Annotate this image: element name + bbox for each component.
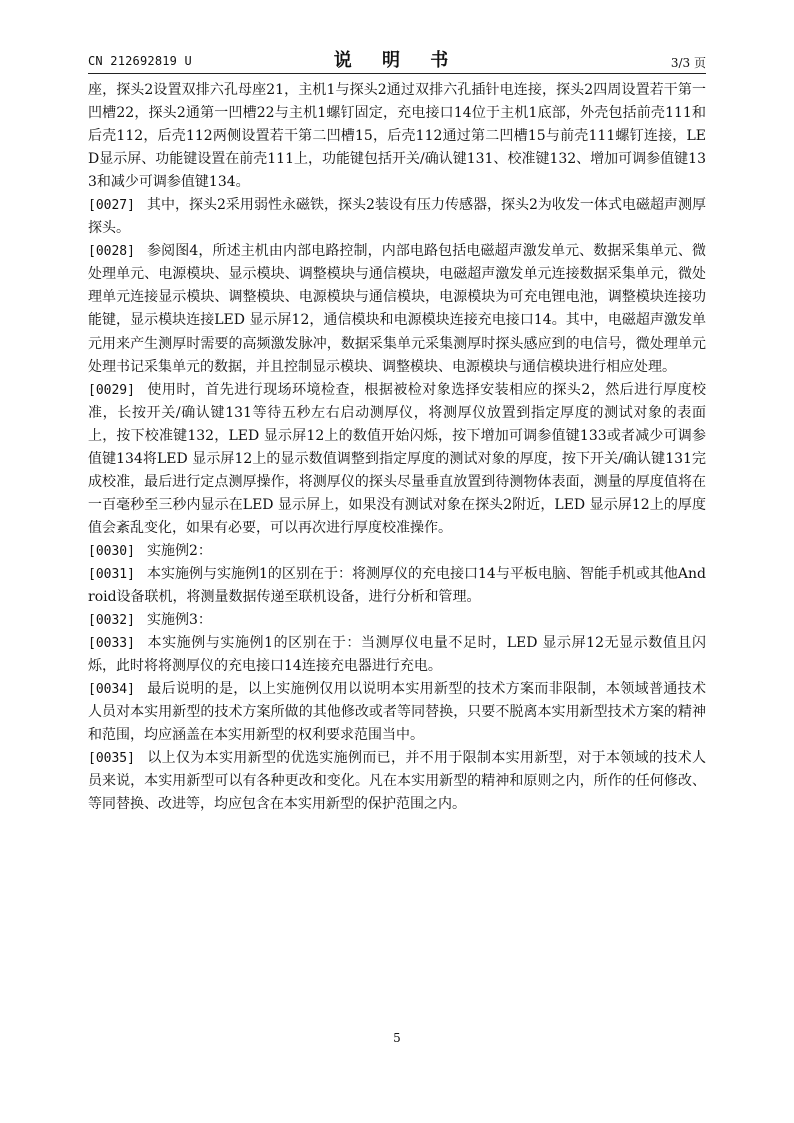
paragraph-text: 本实施例与实施例1的区别在于：当测厚仪电量不足时，LED 显示屏12无显示数值且闪烁，此时将将测厚仪的充电接口14连接充电器进行充电。 bbox=[88, 635, 706, 675]
paragraph-number: [0028] bbox=[88, 244, 135, 260]
paragraph-0029 bbox=[88, 379, 706, 540]
paragraph-0035 bbox=[88, 747, 706, 816]
description-body bbox=[88, 79, 706, 817]
paragraph-text: 以上仅为本实用新型的优选实施例而已，并不用于限制本实用新型，对于本领域的技术人员来说，本实用新型可以有各种更改和变化。凡在本实用新型的精神和原则之内，所作的任何修改、等同替换、改进等，均应包含在本实用新型的保护范围之内。 bbox=[88, 750, 706, 813]
paragraph-text: 实施例2： bbox=[146, 542, 212, 559]
page-number: 5 bbox=[393, 1031, 401, 1045]
paragraph-continuation bbox=[88, 79, 706, 194]
paragraph-number: [0030] bbox=[88, 543, 135, 559]
paragraph-text: 参阅图4，所述主机由内部电路控制，内部电路包括电磁超声激发单元、数据采集单元、微处理单元、电源模块、显示模块、调整模块与通信模块，电磁超声激发单元连接数据采集单元，微处理单元连接显示模块、调整模块、电源模块与通信模块，电源模块为可充电锂电池，调整模块连接功能键，显示模块连接LED 显示屏12，通信模块和电源模块连接充电接口14。其中，电磁超声激发单元用来产生测厚时需要的高频激发脉冲，数据采集单元采集测厚时探头感应到的电信号，微处理单元处理书记采集单元的数据，并且控制显示模块、调整模块、电源模块与通信模块进行相应处理。 bbox=[88, 243, 706, 375]
paragraph-number: [0035] bbox=[88, 751, 135, 767]
paragraph-number: [0029] bbox=[88, 382, 135, 398]
paragraph-number: [0031] bbox=[88, 566, 135, 582]
page-indicator: 3/3 页 bbox=[670, 56, 706, 70]
page-header bbox=[88, 46, 706, 74]
paragraph-number: [0032] bbox=[88, 613, 135, 629]
patent-number: CN 212692819 U bbox=[88, 54, 192, 68]
paragraph-0034 bbox=[88, 678, 706, 747]
paragraph-text: 实施例3： bbox=[146, 612, 212, 629]
paragraph-text: 本实施例与实施例1的区别在于：将测厚仪的充电接口14与平板电脑、智能手机或其他Android设备联机，将测量数据传递至联机设备，进行分析和管理。 bbox=[88, 565, 706, 606]
paragraph-number: [0027] bbox=[88, 198, 135, 214]
paragraph-0030 bbox=[88, 540, 706, 563]
header-divider bbox=[88, 73, 706, 74]
paragraph-0033 bbox=[88, 632, 706, 678]
paragraph-0027 bbox=[88, 194, 706, 240]
paragraph-0028 bbox=[88, 240, 706, 378]
paragraph-0032 bbox=[88, 609, 706, 632]
paragraph-number: [0034] bbox=[88, 682, 135, 698]
paragraph-text: 使用时，首先进行现场环境检查，根据被检对象选择安装相应的探头2，然后进行厚度校准，长按开关/确认键131等待五秒左右启动测厚仪，将测厚仪放置到指定厚度的测试对象的表面上，按下校准键132，LED 显示屏12上的数值开始闪烁，按下增加可调参值键133或者减少可调参值键134将LED 显示屏12上的显示数值调整到指定厚度的测试对象的厚度，按下开关/确认键131完成校准，最后进行定点测厚操作，将测厚仪的探头尽量垂直放置到待测物体表面，测量的厚度值将在一百毫秒至三秒内显示在LED 显示屏上，如果没有测试对象在探头2附近，LED 显示屏12上的厚度值会紊乱变化，如果有必要，可以再次进行厚度校准操作。 bbox=[88, 381, 706, 536]
paragraph-text: 最后说明的是，以上实施例仅用以说明本实用新型的技术方案而非限制，本领域普通技术人员对本实用新型的技术方案所做的其他修改或者等同替换，只要不脱离本实用新型技术方案的精神和范围，均应涵盖在本实用新型的权利要求范围当中。 bbox=[88, 681, 706, 744]
paragraph-text: 其中，探头2采用弱性永磁铁，探头2装设有压力传感器，探头2为收发一体式电磁超声测厚探头。 bbox=[88, 197, 706, 237]
document-title: 说 明 书 bbox=[333, 50, 461, 71]
paragraph-number: [0033] bbox=[88, 636, 135, 652]
paragraph-text: 座，探头2设置双排六孔母座21，主机1与探头2通过双排六孔插针电连接，探头2四周设置若干第一凹槽22，探头2通第一凹槽22与主机1螺钉固定，充电接口14位于主机1底部，外壳包括前壳111和后壳112，后壳112两侧设置若干第二凹槽15，后壳112通过第二凹槽15与前壳111螺钉连接，LED显示屏、功能键设置在前壳111上，功能键包括开关/确认键131、校准键132、增加可调参值键133和减少可调参值键134。 bbox=[88, 82, 706, 191]
paragraph-0031 bbox=[88, 563, 706, 609]
